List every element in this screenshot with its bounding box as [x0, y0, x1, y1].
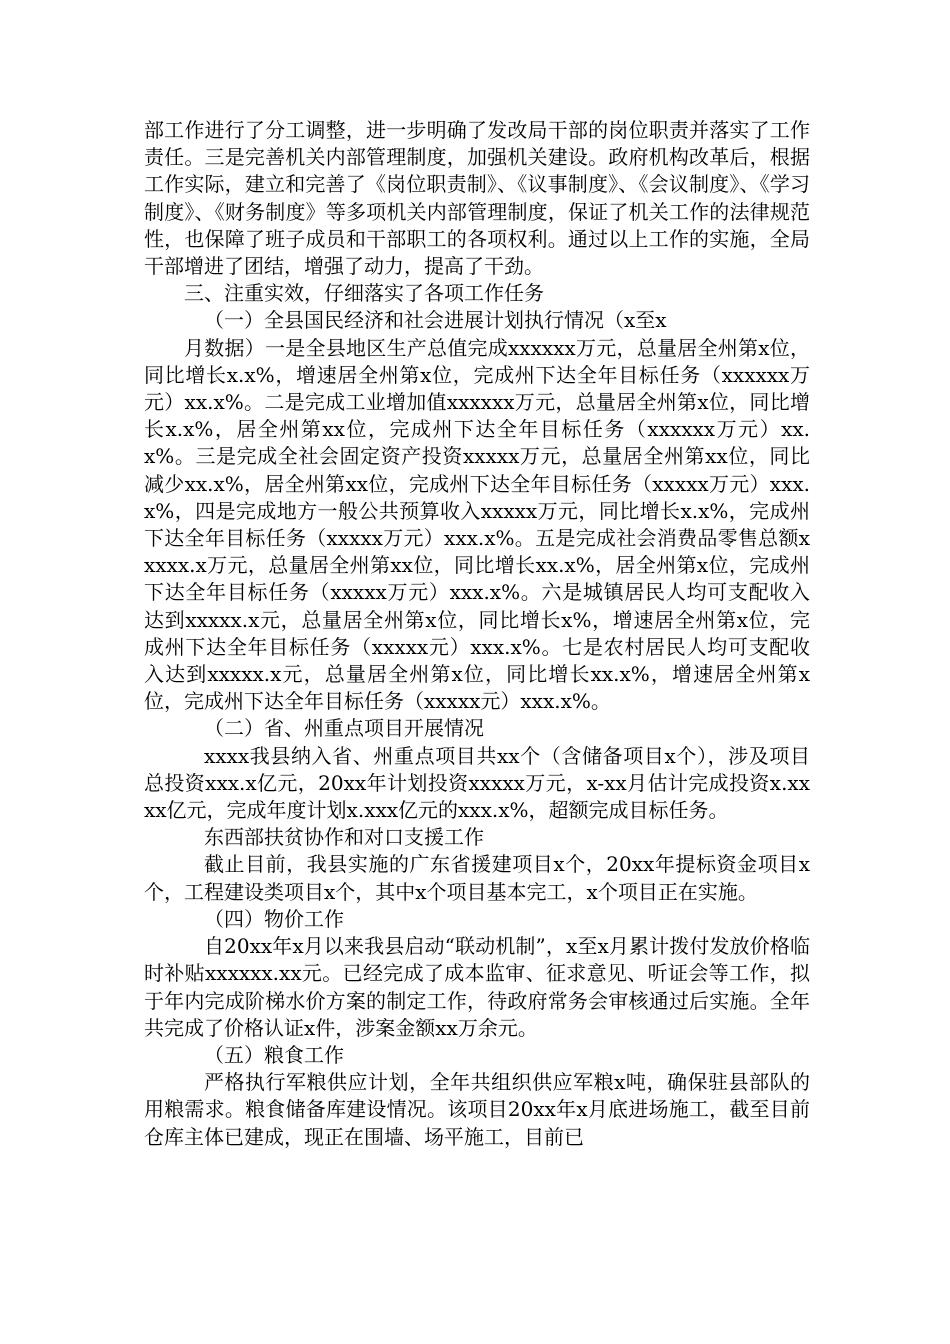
subsection-heading: （五）粮食工作 — [204, 1042, 344, 1067]
section-heading: 三、注重实效，仔细落实了各项工作任务 — [184, 281, 544, 306]
body-paragraph: 自20xx年x月以来我县启动“联动机制”，x至x月累计拨付发放价格临时补贴xxxxxx.xx元。已经完成了成本监审、征求意见、听证会等工作，拟于年内完成阶梯水价方案的制定工作，待政府常务会审核通过后实施。全年共完成了价格认证x件，涉案金额xx万余元。 — [144, 934, 810, 1040]
subsection-heading: （一）全县国民经济和社会进展计划执行情况（x至x — [204, 308, 667, 333]
body-paragraph: 截止目前，我县实施的广东省援建项目x个，20xx年提标资金项目x个，工程建设类项目x个，其中x个项目基本完工，x个项目正在实施。 — [144, 852, 810, 904]
body-paragraph: 东西部扶贫协作和对口支援工作 — [204, 825, 484, 850]
subsection-heading: （二）省、州重点项目开展情况 — [204, 716, 484, 741]
body-paragraph: 严格执行军粮供应计划，全年共组织供应军粮x吨，确保驻县部队的用粮需求。粮食储备库建设情况。该项目20xx年x月底进场施工，截至目前仓库主体已建成，现正在围墙、场平施工，目前已 — [144, 1070, 810, 1149]
subsection-heading: （四）物价工作 — [204, 906, 344, 931]
body-paragraph: 部工作进行了分工调整，进一步明确了发改局干部的岗位职责并落实了工作责任。三是完善机关内部管理制度，加强机关建设。政府机构改革后，根据工作实际，建立和完善了《岗位职责制》、《议事制度》、《会议制度》、《学习制度》、《财务制度》等多项机关内部管理制度，保证了机关工作的法律规范性，也保障了班子成员和干部职工的各项权利。通过以上工作的实施，全局干部增进了团结，增强了动力，提高了干劲。 — [144, 118, 810, 279]
document-page — [144, 117, 810, 1151]
body-paragraph: xxxx我县纳入省、州重点项目共xx个（含储备项目x个），涉及项目总投资xxx.x亿元，20xx年计划投资xxxxx万元，x-xx月估计完成投资x.xxxx亿元，完成年度计划x.xxx亿元的xxx.x%，超额完成目标任务。 — [144, 743, 810, 823]
body-paragraph: 月数据）一是全县地区生产总值完成xxxxxx万元，总量居全州第x位，同比增长x.x%，增速居全州第x位，完成州下达全年目标任务（xxxxxx万元）xx.x%。二是完成工业增加值xxxxxx万元，总量居全州第x位，同比增长x.x%，居全州第xx位，完成州下达全年目标任务（xxxxxx万元）xx.x%。三是完成全社会固定资产投资xxxxx万元，总量居全州第xx位，同比减少xx.x%，居全州第xx位，完成州下达全年目标任务（xxxxx万元）xxx.x%，四是完成地方一般公共预算收入xxxxx万元，同比增长x.x%，完成州下达全年目标任务（xxxxx万元）xxx.x%。五是完成社会消费品零售总额xxxxx.x万元，总量居全州第xx位，同比增长xx.x%，居全州第x位，完成州下达全年目标任务（xxxxx万元）xxx.x%。六是城镇居民人均可支配收入达到xxxxx.x元，总量居全州第x位，同比增长x%，增速居全州第x位，完成州下达全年目标任务（xxxxx元）xxx.x%。七是农村居民人均可支配收入达到xxxxx.x元，总量居全州第x位，同比增长xx.x%，增速居全州第x位，完成州下达全年目标任务（xxxxx元）xxx.x%。 — [144, 335, 810, 714]
